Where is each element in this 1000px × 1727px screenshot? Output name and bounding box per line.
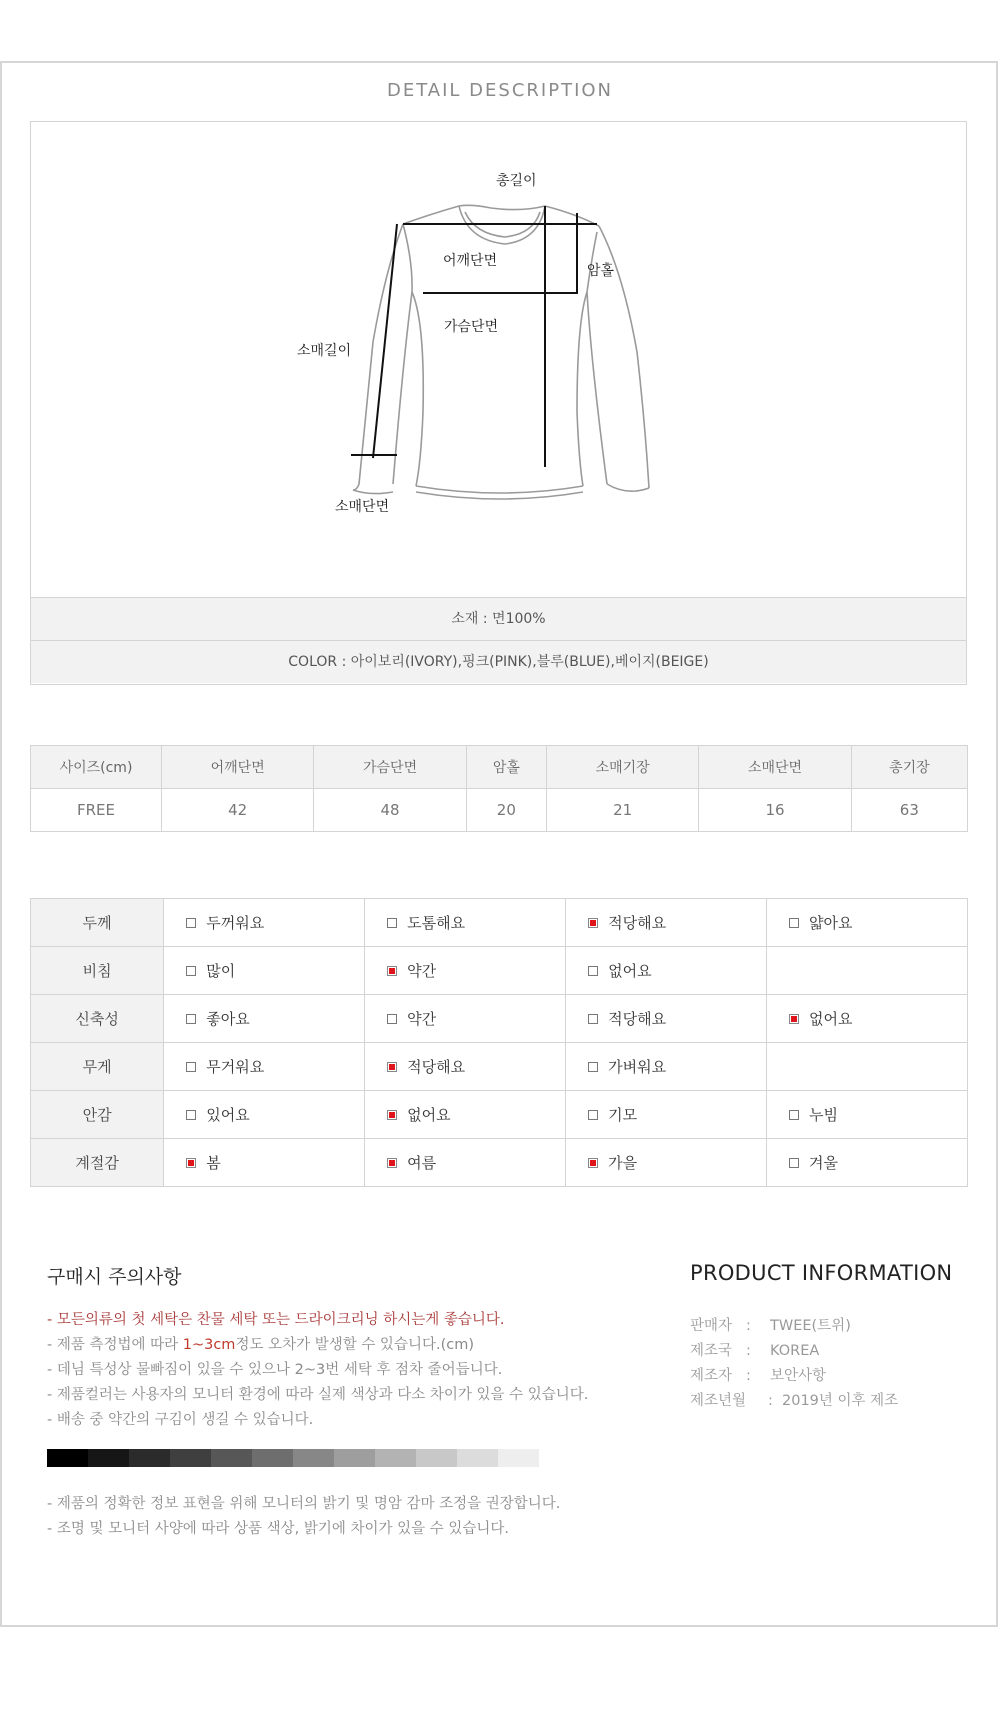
notice-line-2-text-end: 정도 오차가 발생할 수 있습니다.(cm) [235, 1337, 474, 1353]
size-header-cell: 사이즈(cm) [31, 746, 162, 789]
checked-box-icon [588, 1158, 598, 1168]
feature-option-label: 가벼워요 [608, 1058, 667, 1076]
grayscale-swatch [375, 1449, 416, 1467]
unchecked-box-icon [789, 918, 799, 928]
grayscale-swatch [334, 1449, 375, 1467]
feature-option [365, 899, 566, 947]
feature-option [365, 1091, 566, 1139]
feature-option-label: 기모 [608, 1106, 638, 1124]
notice-line-3: - 데님 특성상 물빠짐이 있을 수 있으나 2~3번 세탁 후 점차 줄어듭니다. [47, 1362, 503, 1378]
notice-line-2 [47, 1333, 474, 1354]
feature-option [566, 1043, 767, 1091]
diagram-box [30, 121, 967, 685]
product-info-sep: : [746, 1318, 751, 1334]
feature-row [31, 1043, 968, 1091]
feature-option-label: 없어요 [407, 1106, 451, 1124]
feature-option-label: 누빔 [809, 1106, 839, 1124]
size-cell: 16 [699, 789, 851, 832]
monitor-notice-2: - 조명 및 모니터 사양에 따라 상품 색상, 밝기에 차이가 있을 수 있습니다. [47, 1521, 509, 1537]
feature-option-label: 가을 [608, 1154, 638, 1172]
size-cell: 42 [162, 789, 314, 832]
grayscale-swatch [498, 1449, 539, 1467]
size-table [30, 745, 968, 832]
notice-line-2-highlight: 1~3cm [182, 1337, 236, 1353]
feature-option [365, 947, 566, 995]
feature-option [767, 899, 968, 947]
grayscale-swatch [88, 1449, 129, 1467]
feature-option-label: 봄 [206, 1154, 221, 1172]
feature-name: 두께 [31, 899, 164, 947]
grayscale-swatch [47, 1449, 88, 1467]
notice-line-5: - 배송 중 약간의 구김이 생길 수 있습니다. [47, 1412, 314, 1428]
label-chest: 가슴단면 [444, 319, 499, 335]
feature-option [566, 1139, 767, 1187]
label-sleeve-length: 소매길이 [297, 343, 352, 359]
feature-name: 안감 [31, 1091, 164, 1139]
grayscale-swatch [252, 1449, 293, 1467]
feature-row [31, 899, 968, 947]
label-total-length: 총길이 [496, 173, 537, 189]
product-info-key: 판매자 [690, 1318, 733, 1334]
size-cell: FREE [31, 789, 162, 832]
feature-row [31, 995, 968, 1043]
product-info-row [690, 1339, 819, 1360]
grayscale-swatch [457, 1449, 498, 1467]
grayscale-swatch [416, 1449, 457, 1467]
size-header-cell: 소매단면 [699, 746, 851, 789]
material-row: 소재 : 면100% [31, 597, 966, 640]
label-shoulder: 어깨단면 [443, 253, 498, 269]
size-table-row [31, 789, 968, 832]
unchecked-box-icon [789, 1158, 799, 1168]
grayscale-swatch [211, 1449, 252, 1467]
feature-option-label: 약간 [407, 962, 437, 980]
size-header-cell: 소매기장 [546, 746, 698, 789]
monitor-notice-1: - 제품의 정확한 정보 표현을 위해 모니터의 밝기 및 명암 감마 조정을 권장합니다. [47, 1496, 561, 1512]
notice-line-1: - 모든의류의 첫 세탁은 찬물 세탁 또는 드라이크리닝 하시는게 좋습니다. [47, 1312, 505, 1328]
product-info-value: 2019년 이후 제조 [782, 1393, 899, 1409]
feature-option [767, 1043, 968, 1091]
checked-box-icon [789, 1014, 799, 1024]
feature-option [566, 1091, 767, 1139]
sleeve-length-line [373, 224, 397, 458]
unchecked-box-icon [186, 918, 196, 928]
product-info-sep: : [746, 1343, 751, 1359]
grayscale-swatch [293, 1449, 334, 1467]
size-header-cell: 가슴단면 [314, 746, 466, 789]
feature-option-label: 적당해요 [407, 1058, 466, 1076]
grayscale-swatch [170, 1449, 211, 1467]
checked-box-icon [588, 918, 598, 928]
feature-option-label: 약간 [407, 1010, 437, 1028]
feature-option-label: 적당해요 [608, 914, 667, 932]
checked-box-icon [387, 1062, 397, 1072]
label-sleeve-width: 소매단면 [335, 499, 390, 515]
grayscale-swatches [47, 1449, 539, 1467]
notice-line-2-text: - 제품 측정법에 따라 [47, 1337, 183, 1353]
size-cell: 20 [466, 789, 546, 832]
product-info-row [690, 1364, 826, 1385]
size-cell: 48 [314, 789, 466, 832]
feature-name: 비침 [31, 947, 164, 995]
unchecked-box-icon [186, 966, 196, 976]
feature-option-label: 도톰해요 [407, 914, 466, 932]
product-info-key: 제조국 [690, 1343, 733, 1359]
feature-option [164, 947, 365, 995]
feature-option [566, 947, 767, 995]
feature-option-label: 적당해요 [608, 1010, 667, 1028]
feature-option-label: 두꺼워요 [206, 914, 265, 932]
label-armhole: 암홀 [587, 263, 615, 279]
feature-table [30, 898, 968, 1187]
feature-name: 계절감 [31, 1139, 164, 1187]
feature-option [566, 899, 767, 947]
feature-option [164, 1139, 365, 1187]
product-info-sep: : [746, 1368, 751, 1384]
product-info-row [690, 1389, 898, 1410]
unchecked-box-icon [387, 1014, 397, 1024]
checked-box-icon [186, 1158, 196, 1168]
size-cell: 21 [546, 789, 698, 832]
product-info-value: KOREA [770, 1343, 820, 1359]
checked-box-icon [387, 1110, 397, 1120]
feature-option [164, 995, 365, 1043]
product-info-value: 보안사항 [770, 1368, 827, 1384]
checked-box-icon [387, 966, 397, 976]
product-info-key: 제조년월 [690, 1393, 747, 1409]
feature-option [365, 1139, 566, 1187]
feature-option [767, 947, 968, 995]
unchecked-box-icon [789, 1110, 799, 1120]
feature-option-label: 무거워요 [206, 1058, 265, 1076]
feature-option [365, 1043, 566, 1091]
feature-option-label: 겨울 [809, 1154, 839, 1172]
feature-option-label: 있어요 [206, 1106, 250, 1124]
unchecked-box-icon [588, 1014, 598, 1024]
unchecked-box-icon [588, 1110, 598, 1120]
feature-option-label: 많이 [206, 962, 236, 980]
unchecked-box-icon [186, 1014, 196, 1024]
feature-row [31, 947, 968, 995]
section-title: DETAIL DESCRIPTION [386, 80, 614, 101]
feature-option-label: 좋아요 [206, 1010, 250, 1028]
feature-name: 무게 [31, 1043, 164, 1091]
product-info-value: TWEE(트위) [770, 1318, 851, 1334]
size-cell: 63 [851, 789, 967, 832]
grayscale-swatch [129, 1449, 170, 1467]
feature-option [164, 1043, 365, 1091]
feature-option-label: 없어요 [608, 962, 652, 980]
feature-option [767, 1091, 968, 1139]
color-row: COLOR : 아이보리(IVORY),핑크(PINK),블루(BLUE),베이지(BEIGE) [31, 640, 966, 683]
sweater-diagram [31, 122, 966, 602]
unchecked-box-icon [588, 1062, 598, 1072]
size-header-cell: 총기장 [851, 746, 967, 789]
checked-box-icon [387, 1158, 397, 1168]
feature-row [31, 1091, 968, 1139]
feature-option-label: 얇아요 [809, 914, 853, 932]
size-table-header [31, 746, 968, 789]
feature-option [365, 995, 566, 1043]
size-header-cell: 어깨단면 [162, 746, 314, 789]
feature-row [31, 1139, 968, 1187]
unchecked-box-icon [588, 966, 598, 976]
feature-option [164, 1091, 365, 1139]
feature-option [566, 995, 767, 1043]
notice-line-4: - 제품컬러는 사용자의 모니터 환경에 따라 실제 색상과 다소 차이가 있을 수 있습니다. [47, 1387, 589, 1403]
product-info-title: PRODUCT INFORMATION [690, 1261, 953, 1285]
unchecked-box-icon [186, 1110, 196, 1120]
feature-option-label: 없어요 [809, 1010, 853, 1028]
unchecked-box-icon [186, 1062, 196, 1072]
feature-name: 신축성 [31, 995, 164, 1043]
unchecked-box-icon [387, 918, 397, 928]
feature-option [767, 1139, 968, 1187]
product-info-key: 제조자 [690, 1368, 733, 1384]
feature-option [767, 995, 968, 1043]
size-header-cell: 암홀 [466, 746, 546, 789]
notice-title: 구매시 주의사항 [47, 1266, 182, 1288]
feature-option [164, 899, 365, 947]
product-info-sep: : [768, 1393, 773, 1409]
product-info-row [690, 1314, 851, 1335]
feature-option-label: 여름 [407, 1154, 437, 1172]
